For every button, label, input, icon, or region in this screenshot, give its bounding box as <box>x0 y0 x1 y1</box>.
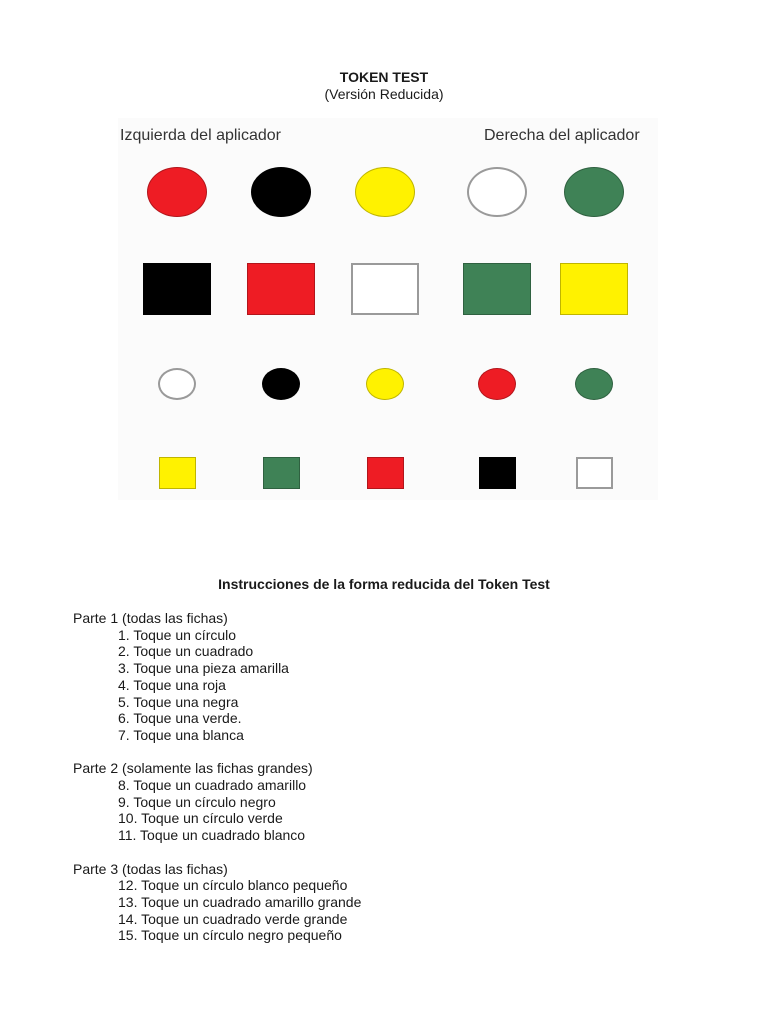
instruction-item: 15. Toque un círculo negro pequeño <box>118 927 342 944</box>
part-heading: Parte 2 (solamente las fichas grandes) <box>73 760 313 777</box>
small-white-circle-token <box>158 368 196 400</box>
large-white-square-token <box>351 263 419 315</box>
instruction-item: 13. Toque un cuadrado amarillo grande <box>118 893 362 910</box>
large-green-square-token <box>463 263 531 315</box>
instruction-item: 1. Toque un círculo <box>118 626 237 643</box>
instruction-item: 14. Toque un cuadrado verde grande <box>118 910 348 927</box>
part-2 <box>73 760 693 844</box>
instruction-item: 5. Toque una negra <box>118 693 239 710</box>
instruction-item: 10. Toque un círculo verde <box>118 810 283 827</box>
small-white-square-token <box>576 457 613 489</box>
large-yellow-square-token <box>560 263 628 315</box>
instruction-item: 4. Toque una roja <box>118 676 226 693</box>
large-red-square-token <box>247 263 315 315</box>
instruction-item: 8. Toque un cuadrado amarillo <box>118 777 307 794</box>
page-title: TOKEN TEST <box>339 69 429 85</box>
instructions-list <box>73 610 693 961</box>
part-heading: Parte 1 (todas las fichas) <box>73 610 228 626</box>
large-red-circle-token <box>147 167 207 217</box>
part-1 <box>73 610 693 744</box>
part-heading: Parte 3 (todas las fichas) <box>73 860 228 877</box>
small-green-square-token <box>263 457 300 489</box>
left-side-label: Izquierda del aplicador <box>120 127 281 144</box>
small-yellow-square-token <box>159 457 196 489</box>
large-black-circle-token <box>251 167 311 217</box>
instruction-item: 9. Toque un círculo negro <box>118 793 276 810</box>
part-3 <box>73 861 693 945</box>
small-green-circle-token <box>575 368 613 400</box>
small-red-square-token <box>367 457 404 489</box>
large-yellow-circle-token <box>355 167 415 217</box>
instruction-item: 7. Toque una blanca <box>118 726 244 743</box>
instructions-title: Instrucciones de la forma reducida del Token Test <box>218 576 550 592</box>
instruction-item: 11. Toque un cuadrado blanco <box>118 827 306 844</box>
small-yellow-circle-token <box>366 368 404 400</box>
right-side-label: Derecha del aplicador <box>484 127 640 144</box>
large-green-circle-token <box>564 167 624 217</box>
instruction-item: 2. Toque un cuadrado <box>118 643 254 660</box>
instruction-item: 12. Toque un círculo blanco pequeño <box>118 877 348 894</box>
small-red-circle-token <box>478 368 516 400</box>
small-black-circle-token <box>262 368 300 400</box>
instruction-item: 6. Toque una verde. <box>118 710 242 727</box>
large-white-circle-token <box>467 167 527 217</box>
small-black-square-token <box>479 457 516 489</box>
instruction-item: 3. Toque una pieza amarilla <box>118 660 289 677</box>
large-black-square-token <box>143 263 211 315</box>
page-subtitle: (Versión Reducida) <box>324 86 444 102</box>
